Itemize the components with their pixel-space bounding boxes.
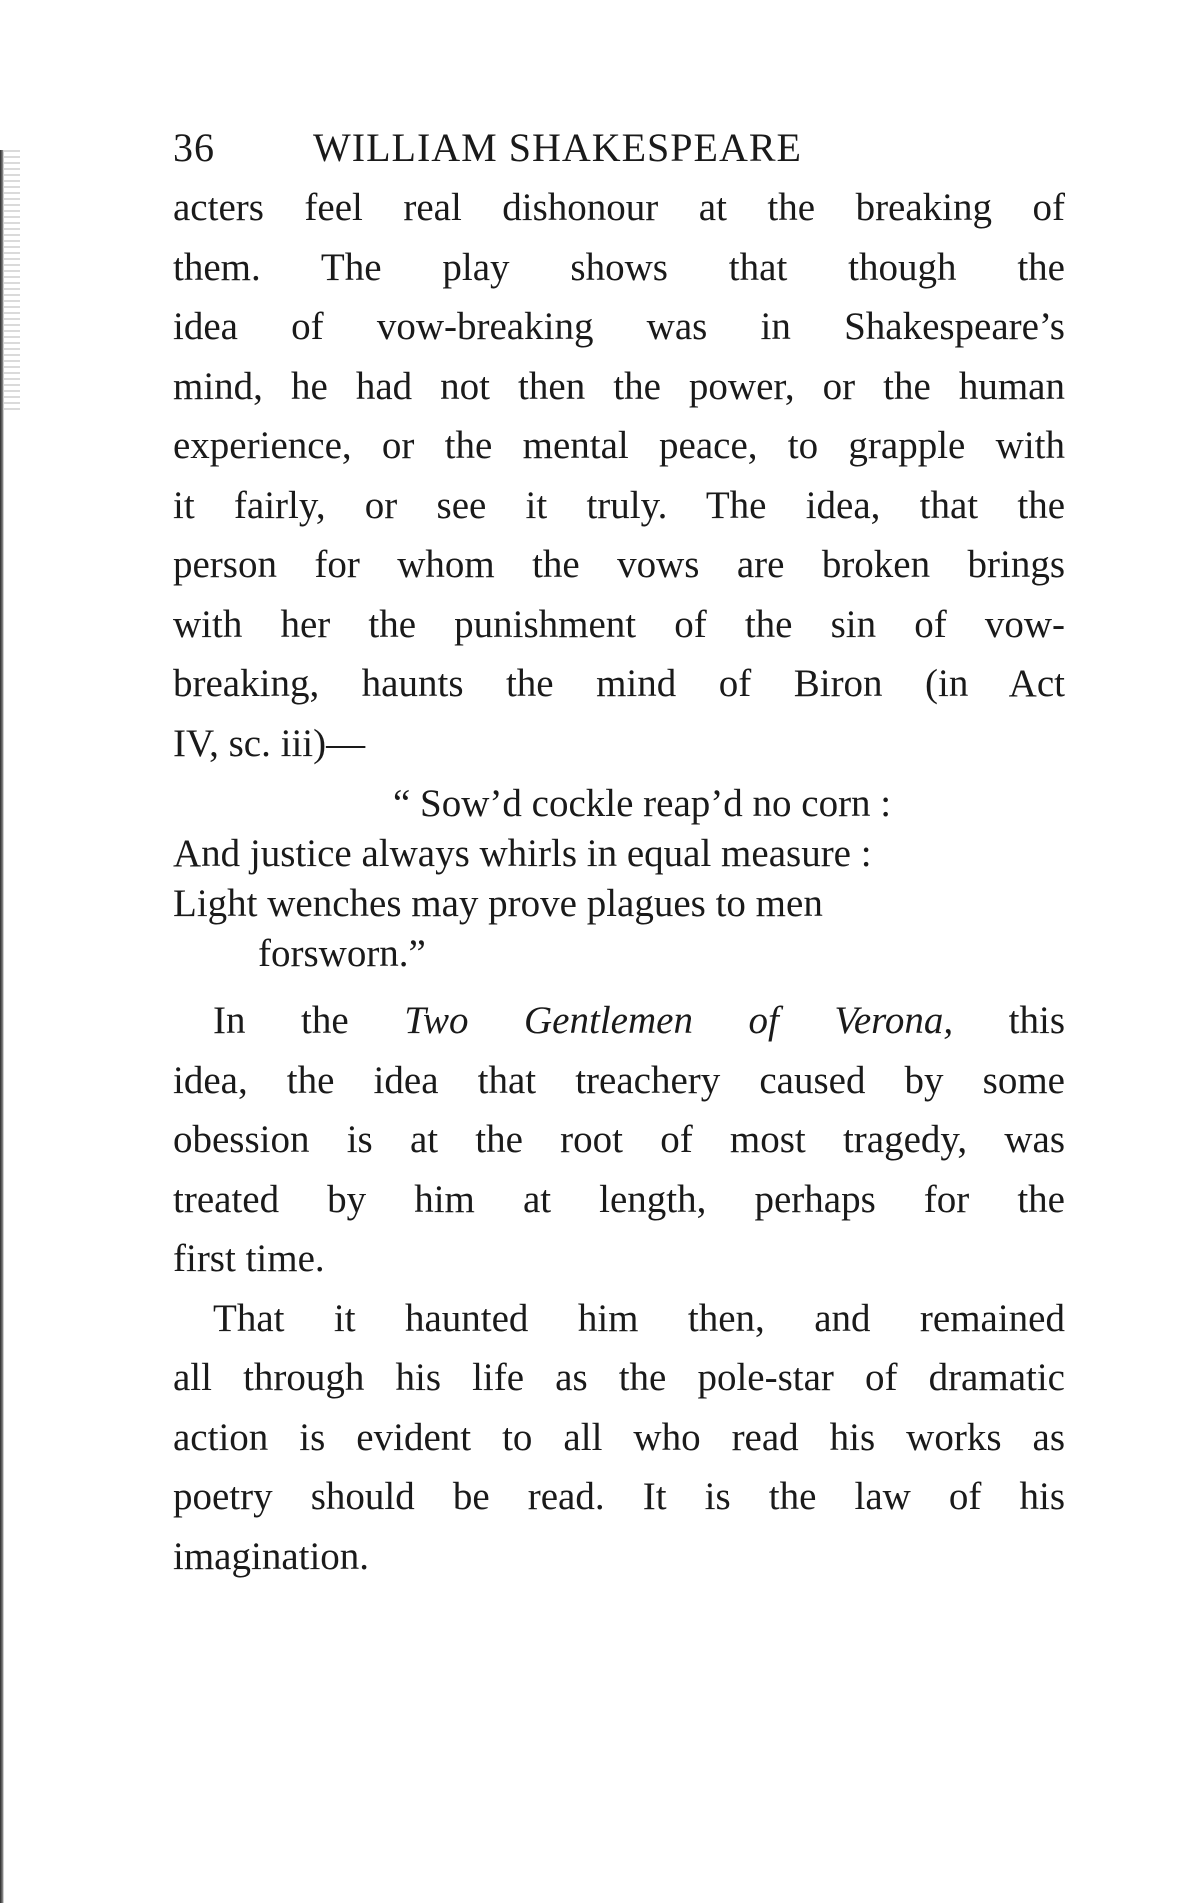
text-fragment: In the — [213, 999, 349, 1042]
text-line: IV, sc. iii)— — [173, 721, 366, 765]
running-head — [173, 118, 1065, 178]
text-line: acters feel real dishonour at the breaking of — [173, 186, 1065, 229]
paragraph-2 — [173, 991, 1065, 1289]
text-line: poetry should be read. It is the law of his — [173, 1475, 1065, 1518]
binding-edge — [0, 150, 4, 1903]
verse-line: forsworn.” — [258, 932, 426, 975]
text-fragment: this — [1008, 999, 1066, 1042]
text-line: breaking, haunts the mind of Biron (in Act — [173, 662, 1065, 705]
book-page — [173, 118, 1065, 1586]
text-line — [173, 991, 1065, 1051]
text-line: person for whom the vows are broken brings — [173, 543, 1065, 586]
text-line: idea, the idea that treachery caused by some — [173, 1058, 1065, 1102]
text-line: it fairly, or see it truly. The idea, that the — [173, 483, 1065, 527]
text-line: treated by him at length, perhaps for the — [173, 1177, 1065, 1221]
paragraph-1 — [173, 178, 1065, 773]
text-line: imagination. — [173, 1534, 370, 1578]
text-line: first time. — [173, 1237, 325, 1280]
text-line: That it haunted him then, and remained — [213, 1296, 1065, 1340]
verse-line: “ Sow’d cockle reap’d no corn : — [393, 782, 892, 825]
text-line: mind, he had not then the power, or the human — [173, 364, 1065, 408]
binding-speckle — [4, 150, 20, 410]
text-line: with her the punishment of the sin of vow- — [173, 602, 1065, 646]
play-title: Two Gentlemen of Verona, — [404, 999, 954, 1042]
paragraph-3 — [173, 1289, 1065, 1587]
text-line: obession is at the root of most tragedy, was — [173, 1118, 1065, 1161]
text-line: action is evident to all who read his works as — [173, 1415, 1065, 1459]
page-number: 36 — [173, 125, 215, 170]
text-line: all through his life as the pole-star of dramatic — [173, 1356, 1065, 1399]
verse-line: And justice always whirls in equal measure : — [173, 832, 872, 875]
verse-line: Light wenches may prove plagues to men — [173, 882, 823, 925]
text-line: them. The play shows that though the — [173, 245, 1065, 289]
text-line: experience, or the mental peace, to grapple with — [173, 424, 1065, 467]
verse-quotation — [173, 779, 1065, 979]
text-line: idea of vow-breaking was in Shakespeare’s — [173, 305, 1065, 348]
running-title: WILLIAM SHAKESPEARE — [313, 125, 802, 170]
